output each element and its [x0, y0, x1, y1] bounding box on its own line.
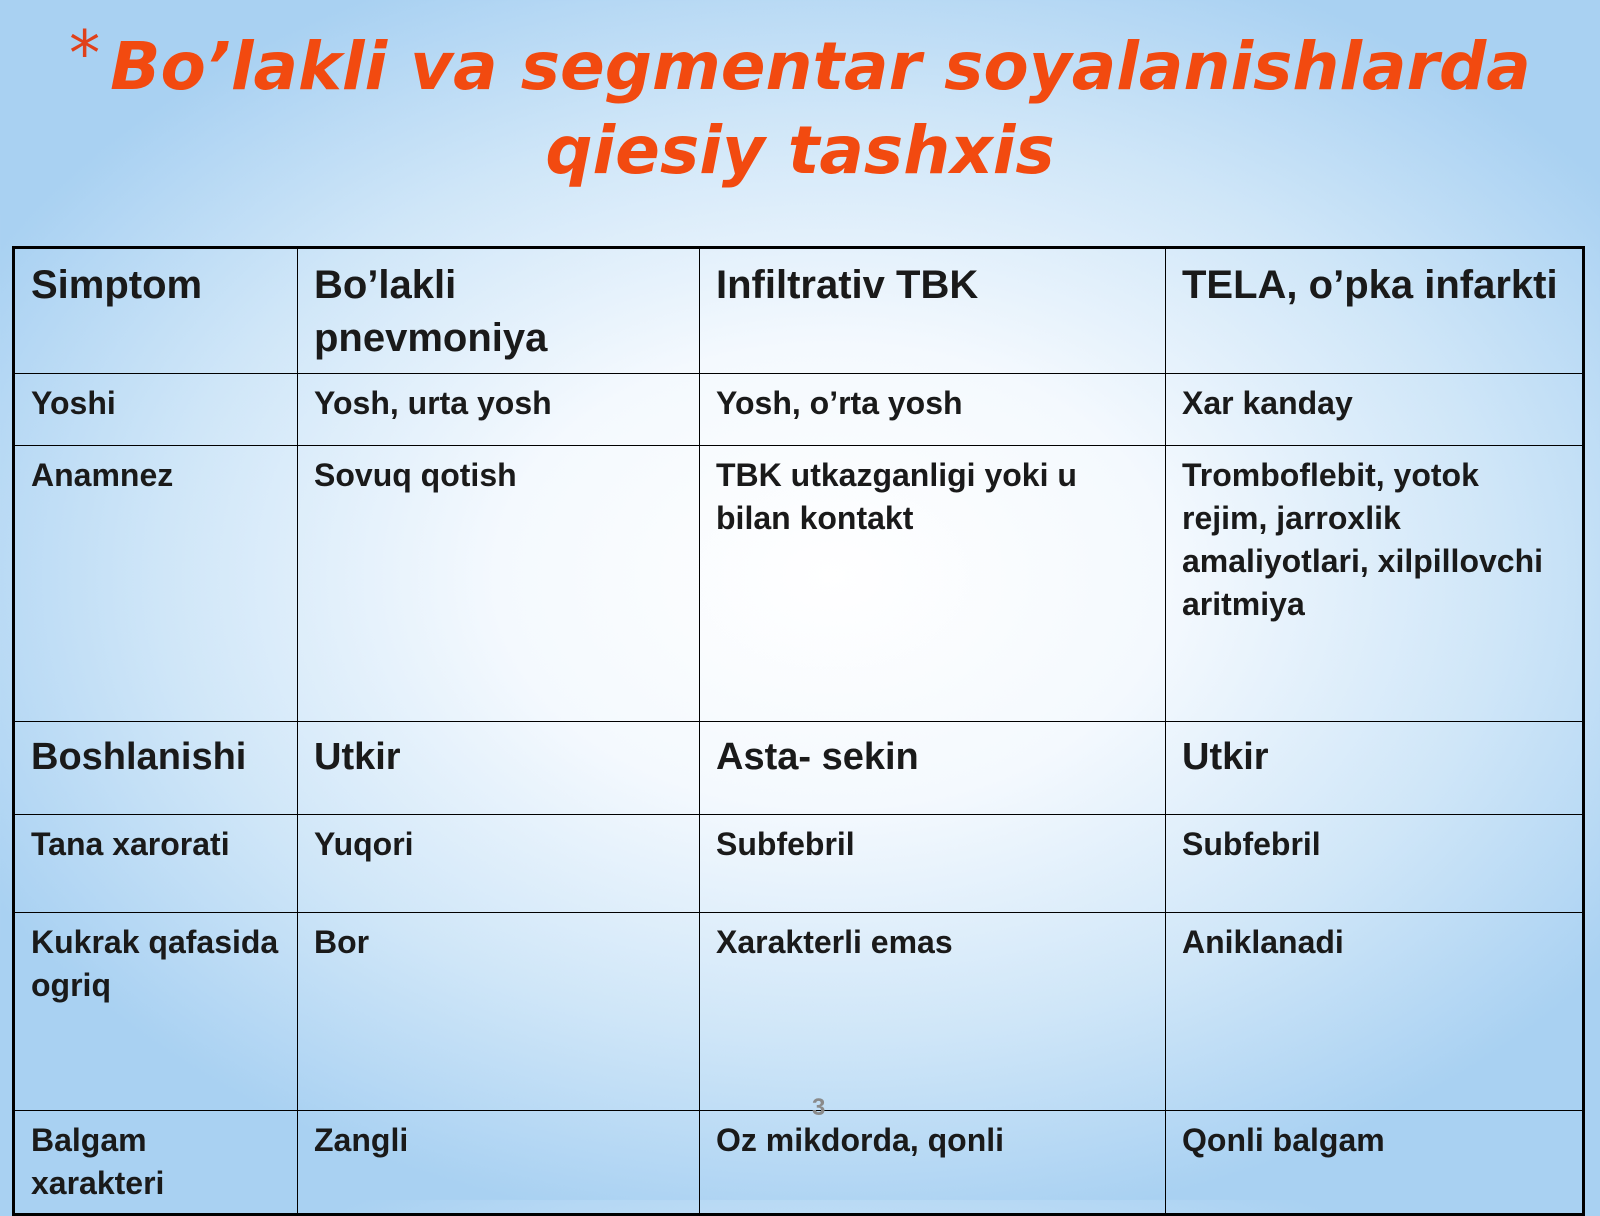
table-cell: Boshlanishi — [14, 722, 298, 815]
header-cell-lobar-pneumonia: Bo’lakli pnevmoniya — [298, 248, 700, 374]
header-cell-tela: TELA, o’pka infarkti — [1166, 248, 1584, 374]
table-cell: Balgam xarakteri — [14, 1111, 298, 1215]
table-cell: Bor — [298, 913, 700, 1111]
table-cell: Utkir — [298, 722, 700, 815]
table-cell: Yuqori — [298, 815, 700, 913]
table-header-row — [14, 248, 1584, 374]
table-row-onset — [14, 722, 1584, 815]
slide-title — [0, 12, 1600, 193]
table-cell: Tromboflebit, yotok rejim, jarroxlik amaliyotlari, xilpillovchi aritmiya — [1166, 446, 1584, 722]
table-cell: Asta- sekin — [700, 722, 1166, 815]
table-row-age — [14, 374, 1584, 446]
table-cell: Aniklanadi — [1166, 913, 1584, 1111]
header-cell-infiltrative-tb: Infiltrativ TBK — [700, 248, 1166, 374]
table-cell: Subfebril — [1166, 815, 1584, 913]
table-row-anamnesis — [14, 446, 1584, 722]
table-row-chest-pain — [14, 913, 1584, 1111]
table-cell: Yosh, o’rta yosh — [700, 374, 1166, 446]
table-cell: Yoshi — [14, 374, 298, 446]
table-cell: Tana xarorati — [14, 815, 298, 913]
table-cell: Qonli balgam — [1166, 1111, 1584, 1215]
table-row-sputum — [14, 1111, 1584, 1215]
table-cell: Xar kanday — [1166, 374, 1584, 446]
table-cell: Zangli — [298, 1111, 700, 1215]
page-number: 3 — [812, 1094, 826, 1121]
table-cell: Kukrak qafasida ogriq — [14, 913, 298, 1111]
table-cell: Oz mikdorda, qonli — [700, 1111, 1166, 1215]
table-cell: Yosh, urta yosh — [298, 374, 700, 446]
table-cell: Subfebril — [700, 815, 1166, 913]
title-line-1: Bo’lakli va segmentar soyalanishlarda — [110, 28, 1531, 105]
table-row-temperature — [14, 815, 1584, 913]
title-bullet-icon: * — [69, 17, 101, 90]
table-cell: Utkir — [1166, 722, 1584, 815]
table-cell: Sovuq qotish — [298, 446, 700, 722]
table-cell: TBK utkazganligi yoki u bilan kontakt — [700, 446, 1166, 722]
diagnosis-comparison-table — [12, 246, 1585, 1216]
title-line-2: qiesiy tashxis — [545, 112, 1055, 189]
header-cell-symptom: Simptom — [14, 248, 298, 374]
table-cell: Xarakterli emas — [700, 913, 1166, 1111]
table-cell: Anamnez — [14, 446, 298, 722]
